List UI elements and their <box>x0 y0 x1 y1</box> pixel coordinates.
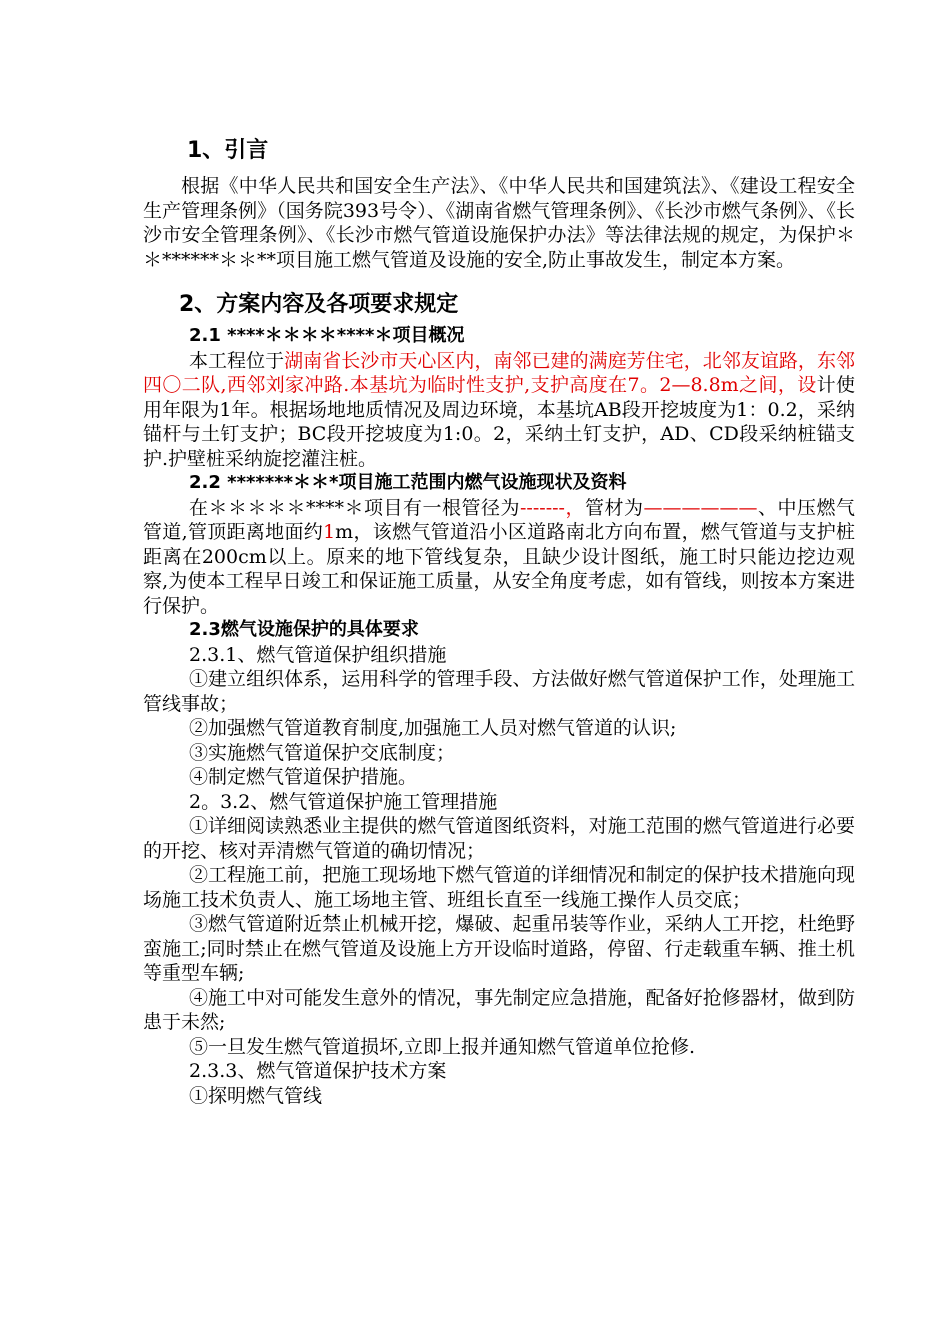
list-item: ④施工中对可能发生意外的情况，事先制定应急措施，配备好抢修器材，做到防患于未然; <box>143 986 855 1033</box>
list-item: ③实施燃气管道保护交底制度； <box>189 741 456 764</box>
section-2-2-text-red2: —————— <box>643 496 758 519</box>
section-2-1-title: 2.1 ****＊＊＊＊****＊项目概况 <box>189 325 465 346</box>
section-2-2-text-red3: 1 <box>323 521 336 543</box>
list-item: ②加强燃气管道教育制度,加强施工人员对燃气管道的认识; <box>189 717 677 739</box>
section-2-2-text-b: 管材为 <box>584 496 644 519</box>
section-2-2-body <box>143 496 855 619</box>
section-2-2-text-c: 、中压燃气管道,管顶距离地面约 <box>143 496 855 543</box>
section-2-1-text-a: 本工程位于 <box>189 349 285 372</box>
section-2-3-3-title: 2.3.3、燃气管道保护技术方案 <box>189 1060 447 1082</box>
document-content <box>143 120 855 1108</box>
section-2-1-text-red: 湖南省长沙市天心区内，南邻已建的满庭芳住宅，北邻友谊路，东邻四〇二队,西邻刘家冲路.本基坑为临时性支护,支护高度在7。2—8.8m之间，设 <box>143 349 855 396</box>
section-2-2-title: 2.2 *******＊＊*项目施工范围内燃气设施现状及资料 <box>189 472 627 493</box>
section-2-3-title: 2.3燃气设施保护的具体要求 <box>189 619 419 640</box>
list-item: ③燃气管道附近禁止机械开挖，爆破、起重吊装等作业，采纳人工开挖，杜绝野蛮施工;同时禁止在燃气管道及设施上方开设临时道路，停留、行走载重车辆、推土机等重型车辆; <box>143 913 855 984</box>
section-2-1-text-b: 计使用年限为1年。根据场地地质情况及周边环境，本基坑AB段开挖坡度为1：0.2，采纳锚杆与土钉支护；BC段开挖坡度为1:0。2，采纳土钉支护，AD、CD段采纳桩锚支护.护壁桩采纳旋挖灌注桩。 <box>143 374 855 470</box>
list-item: ⑤一旦发生燃气管道损坏,立即上报并通知燃气管道单位抢修. <box>189 1035 696 1058</box>
list-item: ④制定燃气管道保护措施。 <box>189 766 418 788</box>
list-item: ②工程施工前，把施工现场地下燃气管道的详细情况和制定的保护技术措施向现场施工技术负责人、施工场地主管、班组长直至一线施工操作人员交底； <box>143 864 855 911</box>
section-2-2-text-a: 在＊＊＊＊＊****＊项目有一根管径为 <box>189 496 521 519</box>
section-2-2-text-red1: -------， <box>520 496 585 519</box>
section-2-3-1-title: 2.3.1、燃气管道保护组织措施 <box>189 643 447 666</box>
section-2-2-text-d: m，该燃气管道沿小区道路南北方向布置，燃气管道与支护桩距离在200cm以上。原来的地下管线复杂，且缺少设计图纸，施工时只能边挖边观察,为使本工程早日竣工和保证施工质量，从安全角度考虑，如有管线，则按本方案进行保护。 <box>143 521 855 617</box>
list-item: ①探明燃气管线 <box>189 1084 323 1107</box>
section-1-body: 根据《中华人民共和国安全生产法》、《中华人民共和国建筑法》、《建设工程安全生产管理条例》（国务院393号令）、《湖南省燃气管理条例》、《长沙市燃气条例》、《长沙市安全管理条例》、《长沙市燃气管道设施保护办法》等法律法规的规定，为保护＊＊******＊＊**项目施工燃气管道及设施的安全,防止事故发生，制定本方案。 <box>143 175 855 271</box>
section-2-1-body <box>143 349 855 472</box>
section-2-3-2-title: 2。3.2、燃气管道保护施工管理措施 <box>189 790 498 813</box>
list-item: ①详细阅读熟悉业主提供的燃气管道图纸资料，对施工范围的燃气管道进行必要的开挖、核对弄清燃气管道的确切情况； <box>143 815 855 862</box>
section-2-heading: 2、方案内容及各项要求规定 <box>179 292 459 317</box>
section-1-heading: 1、引言 <box>187 138 269 163</box>
list-item: ①建立组织体系，运用科学的管理手段、方法做好燃气管道保护工作，处理施工管线事故； <box>143 668 855 715</box>
